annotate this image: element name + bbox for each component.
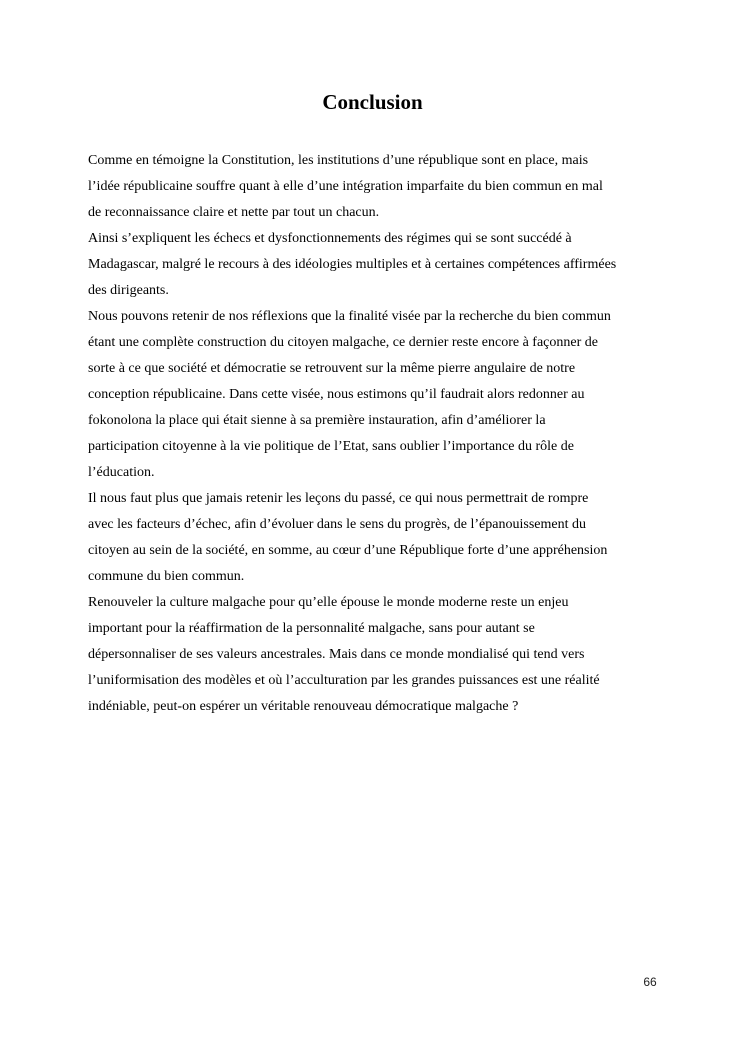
conclusion-body [88, 148, 668, 720]
text-line: indéniable, peut-on espérer un véritable renouveau démocratique malgache ? [88, 699, 519, 714]
paragraph-5 [88, 590, 668, 720]
text-line: l’uniformisation des modèles et où l’acculturation par les grandes puissances est une réalité [88, 673, 600, 688]
text-line: Comme en témoigne la Constitution, les institutions d’une république sont en place, mais [88, 153, 589, 168]
text-line: Ainsi s’expliquent les échecs et dysfonctionnements des régimes qui se sont succédé à [88, 231, 572, 246]
text-line: participation citoyenne à la vie politique de l’Etat, sans oublier l’importance du rôle de [88, 439, 574, 454]
text-line: fokonolona la place qui était sienne à sa première instauration, afin d’améliorer la [88, 413, 546, 428]
page-number: 66 [643, 975, 657, 989]
text-line: Il nous faut plus que jamais retenir les leçons du passé, ce qui nous permettrait de rompre [88, 491, 589, 506]
text-line: Madagascar, malgré le recours à des idéologies multiples et à certaines compétences affirmées [88, 257, 617, 272]
paragraph-4 [88, 486, 668, 590]
paragraph-1 [88, 148, 668, 226]
paragraph-2 [88, 226, 668, 304]
text-line: conception républicaine. Dans cette visée, nous estimons qu’il faudrait alors redonner au [88, 387, 585, 402]
text-line: l’éducation. [88, 465, 155, 480]
paragraph-3 [88, 304, 668, 486]
text-line: important pour la réaffirmation de la personnalité malgache, sans pour autant se [88, 621, 535, 636]
text-line: Renouveler la culture malgache pour qu’elle épouse le monde moderne reste un enjeu [88, 595, 569, 610]
text-line: avec les facteurs d’échec, afin d’évoluer dans le sens du progrès, de l’épanouissement du [88, 517, 586, 532]
text-line: citoyen au sein de la société, en somme, au cœur d’une République forte d’une appréhension [88, 543, 608, 558]
text-line: l’idée républicaine souffre quant à elle d’une intégration imparfaite du bien commun en mal [88, 179, 603, 194]
text-line: commune du bien commun. [88, 569, 245, 584]
text-line: de reconnaissance claire et nette par tout un chacun. [88, 205, 380, 220]
page-title: Conclusion [322, 90, 423, 114]
text-line: dépersonnaliser de ses valeurs ancestrales. Mais dans ce monde mondialisé qui tend vers [88, 647, 585, 662]
text-line: des dirigeants. [88, 283, 169, 298]
text-line: sorte à ce que société et démocratie se retrouvent sur la même pierre angulaire de notre [88, 361, 576, 376]
text-line: étant une complète construction du citoyen malgache, ce dernier reste encore à façonner de [88, 335, 598, 350]
text-line: Nous pouvons retenir de nos réflexions que la finalité visée par la recherche du bien commun [88, 309, 611, 324]
